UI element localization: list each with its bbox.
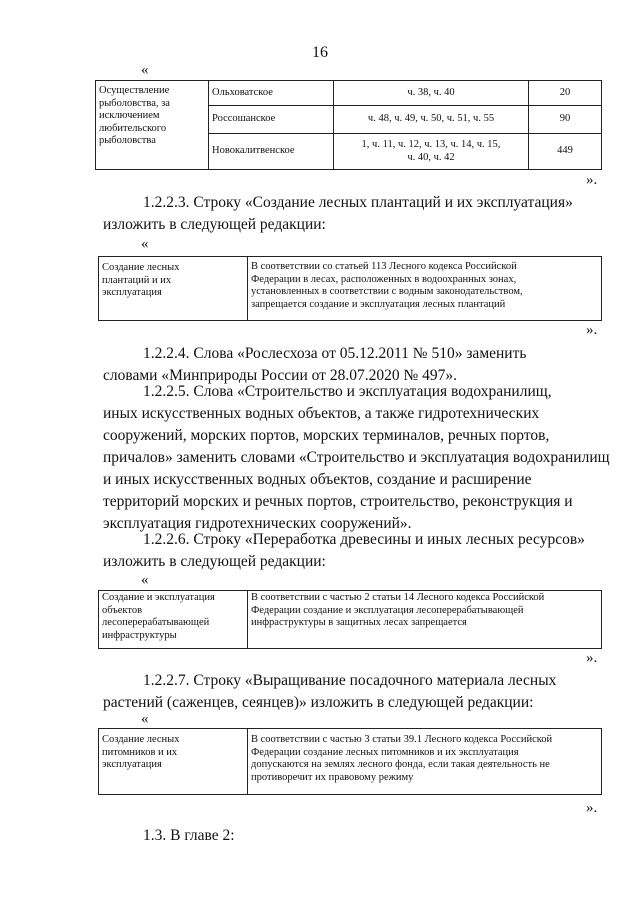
open-quote-2: « [141, 236, 149, 252]
nurseries-activity-cell: Создание лесных питомников и их эксплуатация [99, 729, 248, 795]
close-quote-1: ». [586, 172, 598, 188]
area-value-cell: 449 [529, 134, 602, 170]
paragraph-1-2-2-4: 1.2.2.4. Слова «Рослесхоза от 05.12.2011 № 510» заменить словами «Минприроды России от 28.07.2020 № 497». [103, 345, 527, 384]
paragraph-1-2-2-5: 1.2.2.5. Слова «Строительство и эксплуатация водохранилищ, иных искусственных водных объектов, а также гидротехнических сооружений, морских портов, морских терминалов, речных портов, причалов» заменить словами «Строительство и эксплуатация водохранилищ и иных искусственных водных объектов, создание и расширение территорий морских и речных портов, строительство, реконструкция и эксплуатация гидротехнических сооружений». [103, 383, 610, 532]
parts-cell: ч. 38, ч. 40 [334, 81, 529, 106]
municipality-cell: Новокалитвенское [209, 134, 334, 170]
municipality-cell: Россошанское [209, 106, 334, 134]
paragraph-1-2-2-3: 1.2.2.3. Строку «Создание лесных плантаций и их эксплуатация» изложить в следующей редакции: [103, 194, 573, 233]
open-quote-4: « [141, 711, 149, 727]
wood-processing-activity-cell: Создание и эксплуатация объектов лесоперерабатывающей инфраструктуры [99, 591, 248, 649]
area-value-cell: 90 [529, 106, 602, 134]
close-quote-2: ». [586, 322, 598, 338]
paragraph-1-2-2-6: 1.2.2.6. Строку «Переработка древесины и иных лесных ресурсов» изложить в следующей редакции: [103, 531, 585, 570]
fishing-category-cell: Осуществление рыболовства, за исключением любительского рыболовства [96, 81, 209, 170]
municipality-cell: Ольховатское [209, 81, 334, 106]
parts-cell: 1, ч. 11, ч. 12, ч. 13, ч. 14, ч. 15, ч. 40, ч. 42 [334, 134, 529, 170]
wood-processing-table [98, 590, 602, 649]
fishing-table [95, 80, 602, 170]
plantations-restriction-cell: В соответствии со статьей 113 Лесного кодекса Российской Федерации в лесах, расположенных в водоохранных зонах, установленных в соответствии с водным законодательством, запрещается создание и эксплуатация лесных плантаций [248, 257, 602, 321]
open-quote-1: « [141, 62, 149, 78]
plantations-activity-cell: Создание лесных плантаций и их эксплуатация [99, 257, 248, 321]
close-quote-4: ». [586, 800, 598, 816]
area-value-cell: 20 [529, 81, 602, 106]
page-number: 16 [312, 44, 328, 61]
nurseries-table [98, 728, 602, 795]
nurseries-restriction-cell: В соответствии с частью 3 статьи 39.1 Лесного кодекса Российской Федерации создание лесных питомников и их эксплуатация допускаются на землях лесного фонда, если такая деятельность не противоречит их правовому режиму [248, 729, 602, 795]
parts-cell: ч. 48, ч. 49, ч. 50, ч. 51, ч. 55 [334, 106, 529, 134]
plantations-table [98, 256, 602, 321]
close-quote-3: ». [586, 650, 598, 666]
paragraph-1-3: 1.3. В главе 2: [143, 827, 235, 844]
paragraph-1-2-2-7: 1.2.2.7. Строку «Выращивание посадочного материала лесных растений (саженцев, сеянцев)» изложить в следующей редакции: [103, 672, 557, 711]
wood-processing-restriction-cell: В соответствии с частью 2 статьи 14 Лесного кодекса Российской Федерации создание и эксплуатация лесоперерабатывающей инфраструктуры в защитных лесах запрещается [248, 591, 602, 649]
open-quote-3: « [141, 572, 149, 588]
